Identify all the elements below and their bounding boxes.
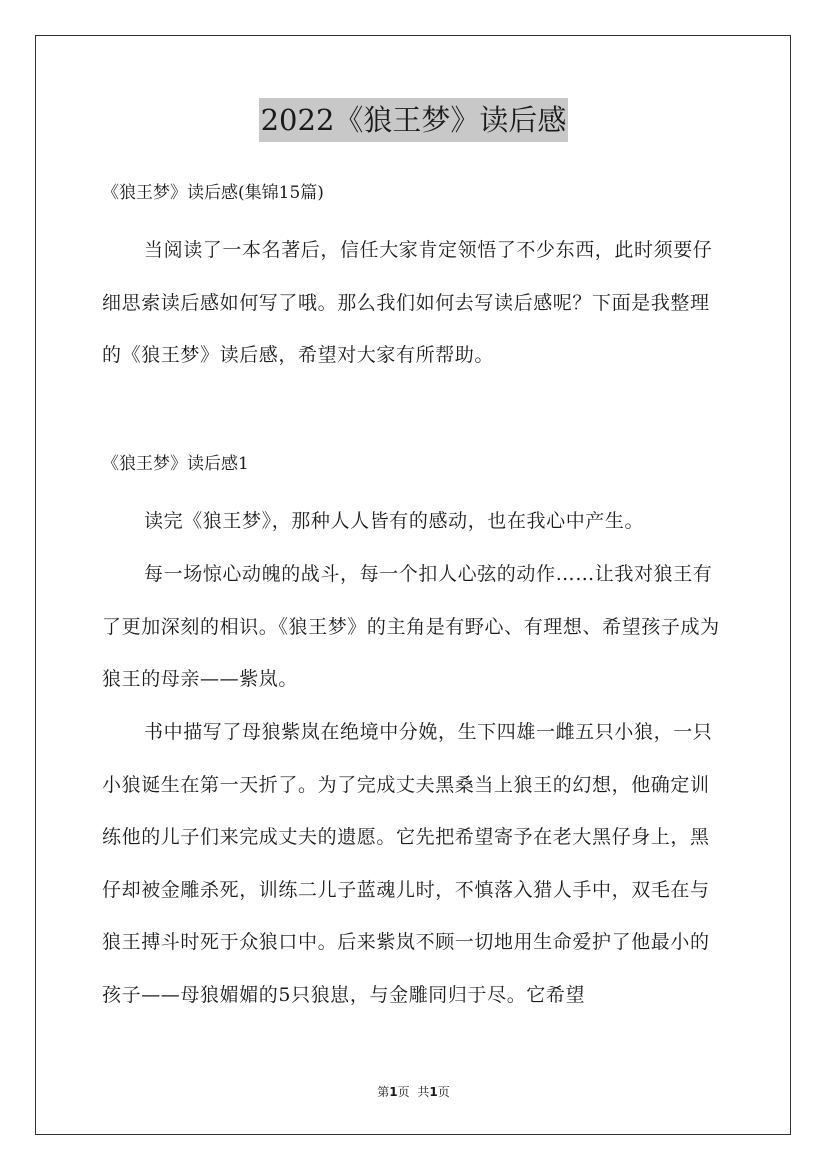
document-title: 2022《狼王梦》读后感: [259, 98, 569, 142]
body-paragraph-2: 每一场惊心动魄的战斗，每一个扣人心弦的动作……让我对狼王有了更加深刻的相识。《狼王梦》的主角是有野心、有理想、希望孩子成为狼王的母亲——紫岚。: [102, 563, 720, 690]
current-page-number: 1: [389, 1085, 398, 1099]
total-label-prefix: 共: [417, 1085, 430, 1099]
total-label-suffix: 页: [437, 1085, 450, 1099]
total-page-number: 1: [429, 1085, 438, 1099]
title-container: [0, 98, 827, 142]
page-label-suffix: 页: [397, 1085, 410, 1099]
body-paragraph-3: 书中描写了母狼紫岚在绝境中分娩，生下四雄一雌五只小狼，一只小狼诞生在第一天折了。为了完成丈夫黑桑当上狼王的幻想，他确定训练他的儿子们来完成丈夫的遗愿。它先把希望寄予在老大黑仔身上，黑仔却被金雕杀死，训练二儿子蓝魂儿时，不慎落入猎人手中，双毛在与狼王搏斗时死于众狼口中。后来紫岚不顾一切地用生命爱护了他最小的孩子——母狼媚媚的5只狼崽，与金雕同归于尽。它希望: [102, 721, 713, 1006]
intro-paragraph: 当阅读了一本名著后，信任大家肯定领悟了不少东西，此时须要仔细思索读后感如何写了哦。那么我们如何去写读后感呢？下面是我整理的《狼王梦》读后感，希望对大家有所帮助。: [102, 239, 713, 366]
body-paragraph-1: 读完《狼王梦》，那种人人皆有的感动，也在我心中产生。: [144, 510, 645, 532]
document-subtitle: 《狼王梦》读后感(集锦15篇): [102, 183, 324, 203]
page-footer: [0, 1083, 827, 1101]
page-label-prefix: 第: [377, 1085, 390, 1099]
section-heading: 《狼王梦》读后感1: [102, 454, 249, 474]
